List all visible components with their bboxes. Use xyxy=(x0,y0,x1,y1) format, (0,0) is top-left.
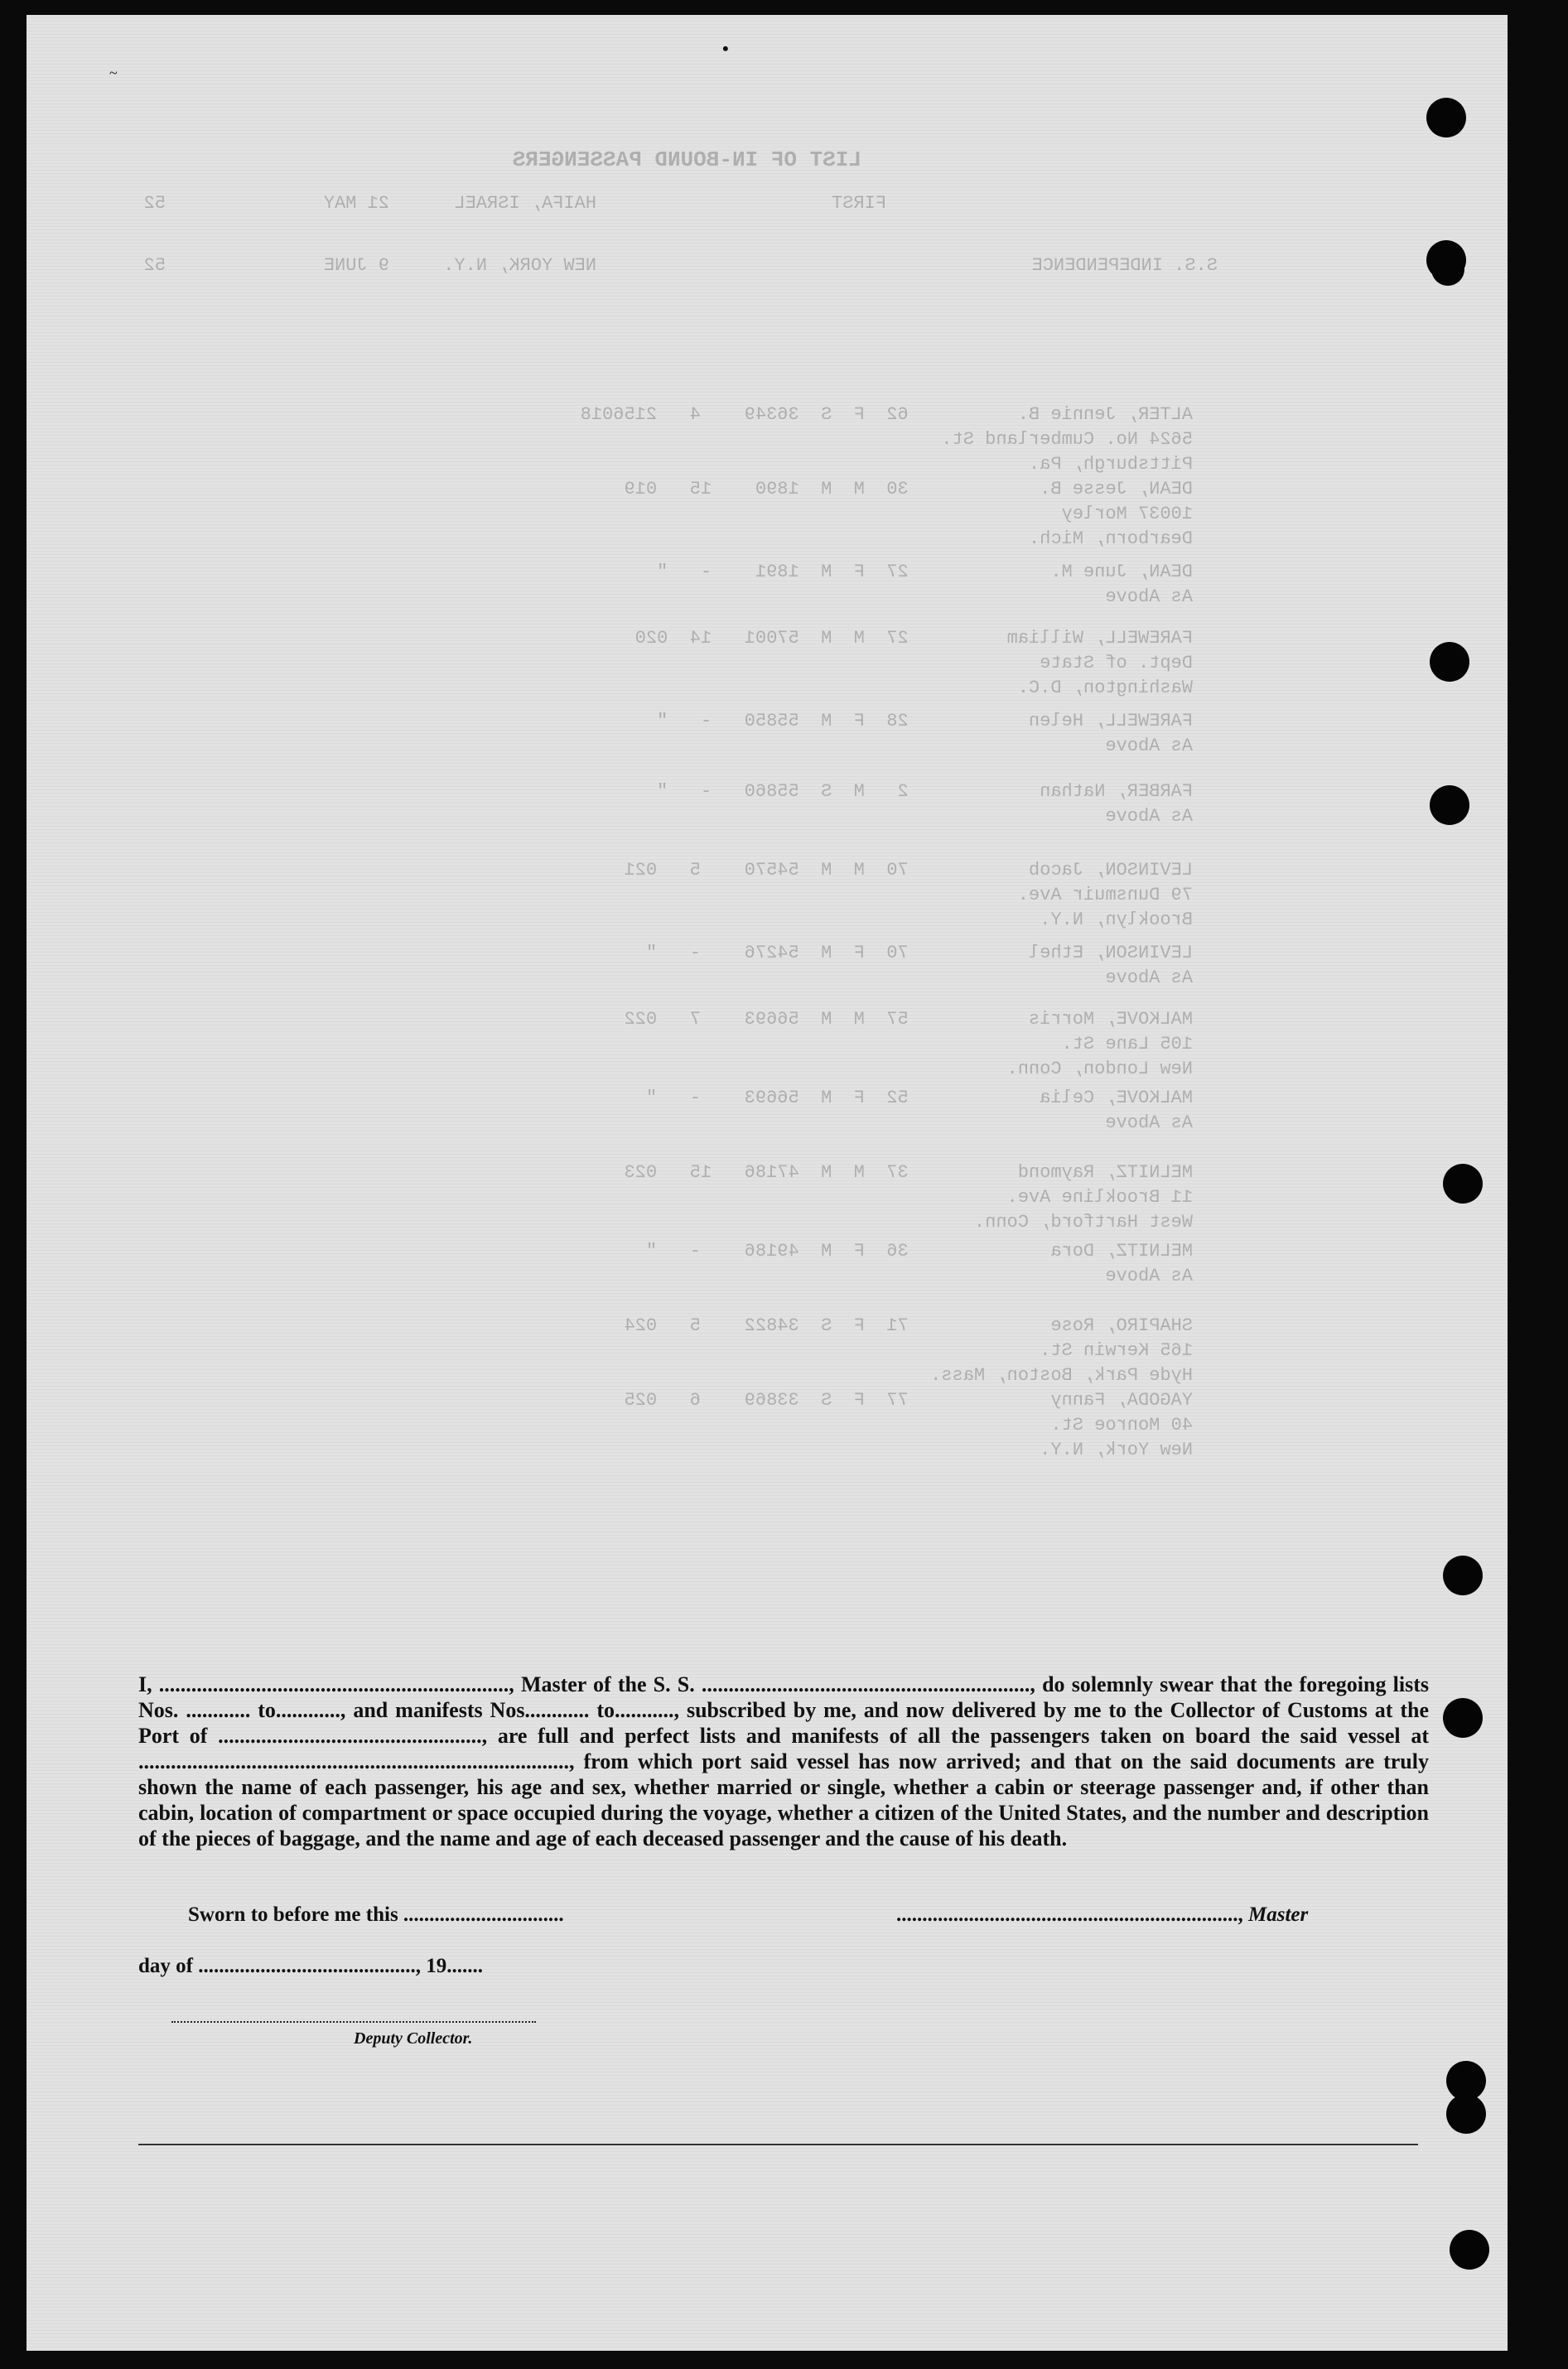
ghost-year: 52 xyxy=(143,193,166,214)
deputy-signature-rule xyxy=(171,2021,536,2023)
ghost-arrival-port: NEW YORK, N.Y. xyxy=(443,255,596,276)
ghost-row: 11 Brookline Ave. xyxy=(1006,1187,1193,1208)
punch-hole xyxy=(1430,642,1469,682)
ink-speck: ~ xyxy=(109,65,118,81)
ghost-arrival-date: 9 JUNE xyxy=(323,255,389,276)
ghost-row: Hyde Park, Boston, Mass. xyxy=(930,1365,1193,1386)
ghost-row: FARBER, Nathan 2 M S 55860 - " xyxy=(657,781,1193,802)
ghost-row: MELNITZ, Dora 36 F M 49186 - " xyxy=(645,1241,1193,1262)
ghost-row: LEVINSON, Jacob 70 M M 54570 5 021 xyxy=(624,860,1193,881)
ghost-row: 105 Lane St. xyxy=(1061,1034,1193,1054)
ghost-row: As Above xyxy=(1105,736,1193,756)
ghost-row: As Above xyxy=(1105,1112,1193,1133)
bottom-rule xyxy=(138,2144,1418,2145)
master-label: Master xyxy=(1248,1903,1309,1926)
ghost-class: FIRST xyxy=(831,193,886,214)
ghost-row: Pittsburgh, Pa. xyxy=(1028,454,1193,475)
ghost-row: Brooklyn, N.Y. xyxy=(1040,909,1193,930)
ghost-row: As Above xyxy=(1105,1266,1193,1286)
ghost-row: 40 Monroe St. xyxy=(1050,1415,1193,1435)
ghost-row: New York, N.Y. xyxy=(1040,1440,1193,1460)
ghost-title: LIST OF IN-BOUND PASSENGERS xyxy=(512,147,861,172)
punch-hole xyxy=(1430,785,1469,825)
punch-hole xyxy=(1443,1556,1483,1595)
ghost-date: 21 MAY xyxy=(323,193,389,214)
punch-hole xyxy=(1443,1698,1483,1738)
ghost-row: West Hartford, Conn. xyxy=(973,1212,1193,1233)
ghost-row: LEVINSON, Ethel 70 F M 54276 - " xyxy=(645,943,1193,963)
ghost-row: 5624 No. Cumberland St. xyxy=(941,429,1193,450)
ghost-row: FAREWELL, Helen 28 F M 55850 - " xyxy=(657,711,1193,731)
punch-hole xyxy=(1426,98,1466,138)
ghost-row: 10037 Morley xyxy=(1061,504,1193,524)
ghost-row: 165 Kerwin St. xyxy=(1040,1340,1193,1361)
ghost-arrival-year: 52 xyxy=(143,255,166,276)
ghost-row: 79 Dunsmuir Ave. xyxy=(1017,885,1193,905)
ghost-row: ALTER, Jennie B. 62 F S 36349 4 2156018 xyxy=(580,404,1193,425)
oath-text: I, ................................................................., Master of the S. S. ............................................................., do solemnly swear that the foregoing lists Nos. ............ to............, and manifests Nos............ to..........., subscribed by me, and now delivered by me to the Collector of Customs at the Port of ................................................., are full and perfect lists and manifests of all the passengers taken on board the said vessel at ................................................................................, from which port said vessel has now arrived; and that on the said documents are truly shown the name of each passenger, his age and sex, whether married or single, whether a cabin or steerage passenger and, if other than cabin, location of compartment or space occupied during the voyage, whether a citizen of the United States, and the number and description of the pieces of baggage, and the name and age of each deceased passenger and the cause of his death. xyxy=(138,1672,1429,1850)
manifest-page xyxy=(27,15,1508,2351)
punch-hole xyxy=(1431,253,1464,286)
ghost-row: New London, Conn. xyxy=(1006,1059,1193,1079)
ghost-port: HAIFA, ISRAEL xyxy=(454,193,596,214)
oath-paragraph xyxy=(138,1672,1429,1851)
master-dots: .................................................................., xyxy=(896,1903,1243,1926)
ghost-row: Washington, D.C. xyxy=(1017,678,1193,698)
ghost-row: FAREWELL, William 27 M M 57001 14 020 xyxy=(634,628,1193,649)
punch-hole xyxy=(1443,1164,1483,1204)
ghost-row: MALKOVE, Morris 57 M M 56693 7 022 xyxy=(624,1009,1193,1030)
ghost-row: MALKOVE, Celia 52 F M 56693 - " xyxy=(645,1088,1193,1108)
bleed-through-text xyxy=(27,15,1508,1589)
ghost-row: Dept. of State xyxy=(1040,653,1193,673)
punch-hole xyxy=(1450,2230,1489,2270)
ghost-row: As Above xyxy=(1105,967,1193,988)
ghost-row: YAGODA, Fanny 77 F S 33869 6 025 xyxy=(624,1390,1193,1411)
punch-hole xyxy=(1446,2094,1486,2134)
ghost-row: As Above xyxy=(1105,806,1193,827)
ghost-row: As Above xyxy=(1105,586,1193,607)
ghost-ship: S.S. INDEPENDENCE xyxy=(1031,255,1218,276)
ink-speck: • xyxy=(722,38,729,59)
ghost-row: Dearborn, Mich. xyxy=(1028,528,1193,549)
ghost-row: DEAN, Jesse B. 30 M M 1890 15 019 xyxy=(624,479,1193,499)
sworn-line: Sworn to before me this ............................... xyxy=(188,1903,564,1926)
ghost-row: DEAN, June M. 27 F M 1891 - " xyxy=(657,562,1193,582)
deputy-collector-label: Deputy Collector. xyxy=(354,2029,473,2048)
day-of-line: day of .........................................., 19....... xyxy=(138,1955,483,1977)
ghost-row: MELNITZ, Raymond 37 M M 47186 15 023 xyxy=(624,1162,1193,1183)
master-signature-line xyxy=(896,1903,1308,1927)
ghost-row: SHAPIRO, Rose 71 F S 34822 5 024 xyxy=(624,1315,1193,1336)
